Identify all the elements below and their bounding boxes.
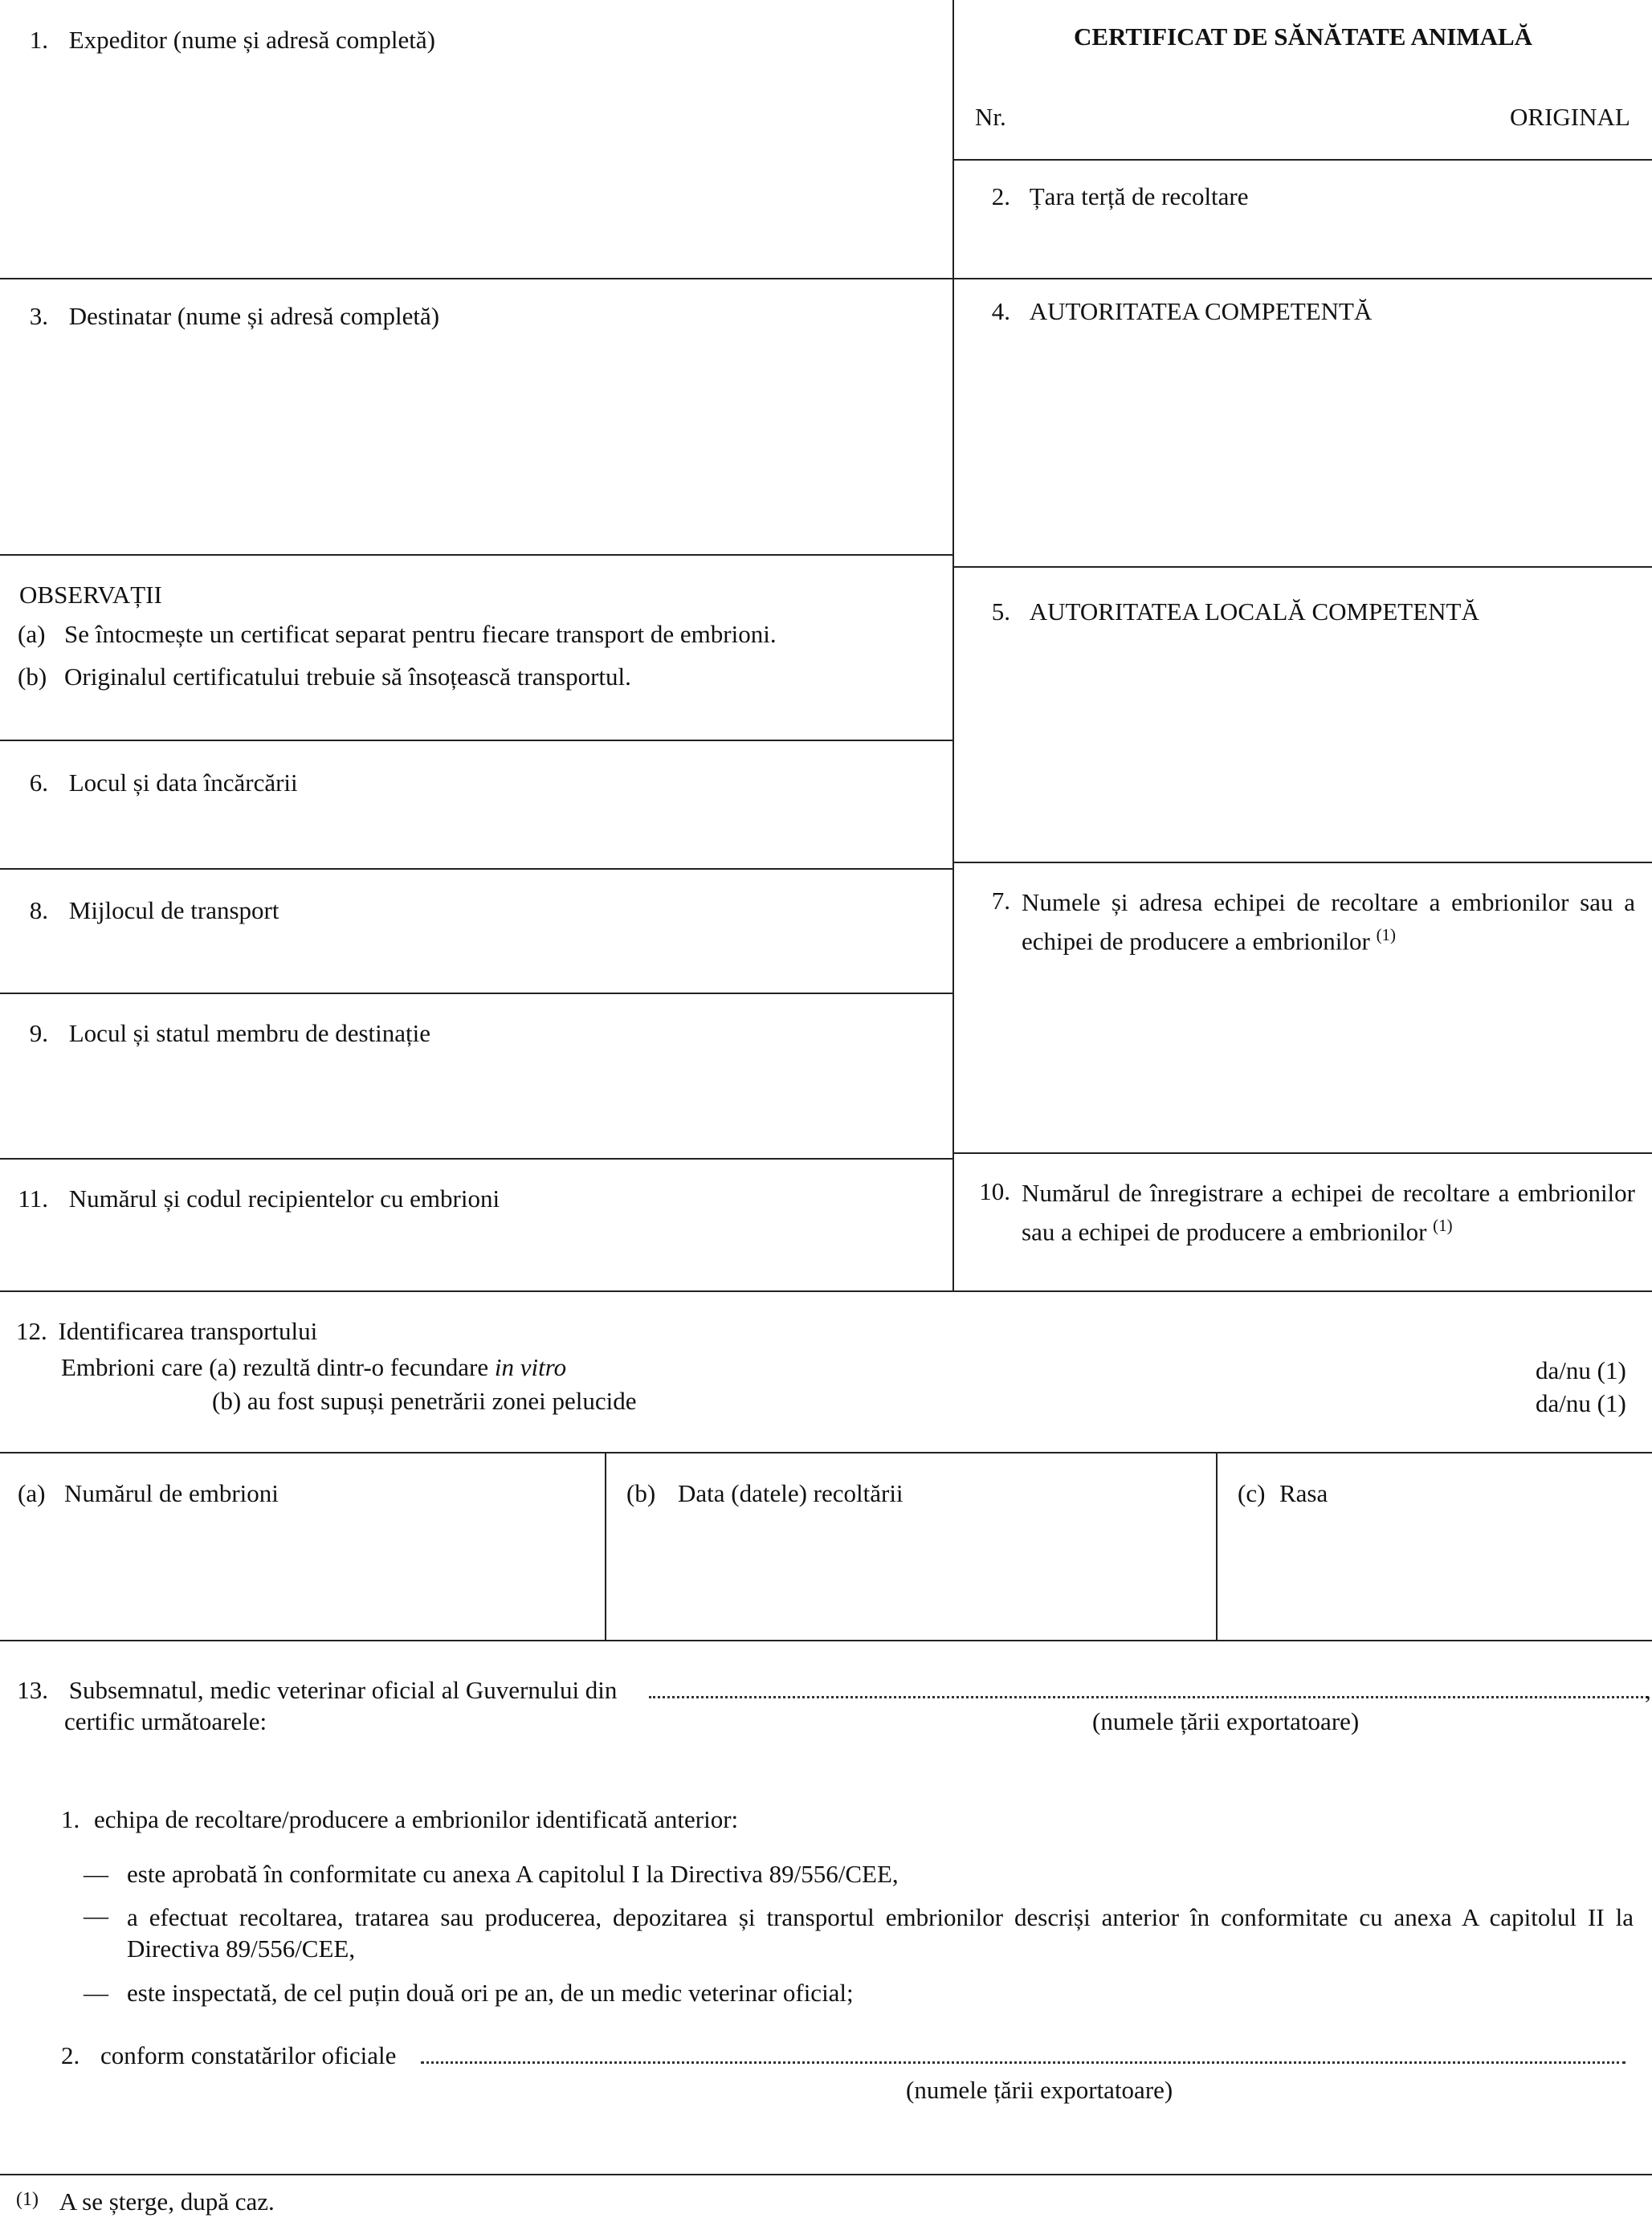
col-b-data-recoltarii (626, 1479, 904, 1508)
section-13-item-2 (61, 2041, 396, 2070)
section-title: Identificarea transportului (58, 1317, 318, 1345)
box-7-numele-echipei (972, 887, 1635, 957)
box-label-wrap (1022, 1177, 1635, 1248)
footnote-ref: (1) (1376, 925, 1397, 944)
box-10-numar-inregistrare (972, 1177, 1635, 1248)
dash-item-1 (84, 1860, 899, 1889)
box-2-tara-terta (972, 182, 1249, 211)
box-number: 7. (991, 887, 1010, 915)
box-number: 8. (29, 896, 48, 924)
box-label-wrap (1022, 887, 1635, 957)
nr-label: Nr. (975, 103, 1006, 131)
dash-item-2 (84, 1902, 1634, 1964)
box-6-locul-data (16, 768, 298, 797)
rule-row-13-top (0, 1640, 1652, 1641)
box-label: Numărul de înregistrare a echipei de recoltare a embrionilor sau a echipei de producere a embrionilor (1022, 1179, 1635, 1246)
section-12-title (16, 1317, 317, 1346)
box-5-autoritatea-locala (972, 597, 1479, 626)
rule-left-b9-top (0, 993, 952, 994)
official-findings-dotted-line (421, 2061, 1625, 2064)
observatii-item-b (18, 662, 631, 691)
col-label: Data (datele) recoltării (678, 1479, 904, 1507)
box-4-autoritatea-competenta (972, 297, 1372, 326)
box-label: Țara terță de recoltare (1029, 182, 1249, 210)
col-divider-b-c (1216, 1452, 1218, 1640)
box-label: AUTORITATEA COMPETENTĂ (1029, 297, 1373, 325)
rule-left-obs-top (0, 554, 952, 556)
certificate-title: CERTIFICAT DE SĂNĂTATE ANIMALĂ (1074, 22, 1533, 51)
rule-row-1 (0, 278, 1652, 279)
rule-left-b11-top (0, 1158, 952, 1160)
rule-footnote-top (0, 2174, 1652, 2175)
box-number: 4. (991, 297, 1010, 325)
box-label: AUTORITATEA LOCALĂ COMPETENTĂ (1029, 597, 1479, 626)
dash-mark: — (84, 1902, 108, 1930)
item-text: echipa de recoltare/producere a embrionilor identificată anterior: (94, 1805, 739, 1833)
col-letter: (c) (1238, 1479, 1266, 1507)
box-number: 9. (29, 1019, 48, 1047)
box-number: 1. (29, 26, 48, 54)
yesno-b: da/nu (1) (1536, 1389, 1626, 1417)
box-11-recipiente (16, 1184, 500, 1213)
box-number: 3. (29, 302, 48, 330)
item-number: 1. (61, 1805, 80, 1833)
col-c-rasa (1238, 1479, 1328, 1508)
line-a-text: Embrioni care (a) rezultă dintr-o fecundare (61, 1353, 495, 1381)
box-3-destinatar (16, 302, 439, 331)
box-label: Destinatar (nume și adresă completă) (68, 302, 440, 330)
box-number: 11. (18, 1184, 48, 1213)
footnote (16, 2187, 275, 2216)
box-label: Numărul și codul recipientelor cu embrioni (68, 1184, 500, 1213)
footnote-mark: (1) (16, 2189, 39, 2210)
box-label: Numele și adresa echipei de recoltare a embrionilor sau a echipei de producere a embrionilor (1022, 888, 1635, 956)
col-label: Rasa (1279, 1479, 1328, 1507)
rule-left-b6-top (0, 740, 952, 741)
rule-right-b10-top (953, 1152, 1652, 1154)
col-letter: (a) (18, 1479, 46, 1507)
section-13-line1 (16, 1676, 617, 1705)
rule-under-nr (953, 159, 1652, 161)
section-number: 12. (16, 1317, 47, 1345)
center-divider (952, 0, 954, 1290)
observatii-title: OBSERVAȚII (19, 581, 162, 609)
section-13-line2: certific următoarele: (64, 1707, 267, 1735)
box-number: 10. (979, 1177, 1010, 1205)
rule-left-b8-top (0, 868, 952, 870)
box-9-locul-destinatie (16, 1019, 430, 1048)
yesno-a: da/nu (1) (1536, 1356, 1626, 1384)
dash-text: este inspectată, de cel puțin două ori pe an, de un medic veterinar oficial; (127, 1979, 854, 2007)
box-number: 2. (991, 182, 1010, 210)
box-label: Locul și statul membru de destinație (68, 1019, 431, 1047)
rule-row-12-cols-top (0, 1452, 1652, 1453)
box-8-mijlocul-transport (16, 896, 279, 925)
line1-comma: , (1645, 1676, 1651, 1704)
dash-item-3 (84, 1979, 854, 2008)
item-letter: (b) (18, 662, 47, 691)
item-text: Originalul certificatului trebuie să însoțească transportul. (64, 662, 631, 691)
col-label: Numărul de embrioni (64, 1479, 279, 1507)
section-12-line-b: (b) au fost supuși penetrării zonei pelucide (212, 1387, 637, 1415)
dash-text: este aprobată în conformitate cu anexa A capitolul I la Directiva 89/556/CEE, (127, 1860, 899, 1888)
observatii-item-a (18, 620, 777, 649)
box-label: Expeditor (nume și adresă completă) (68, 26, 435, 54)
dash-text: a efectuat recoltarea, tratarea sau producerea, depozitarea și transportul embrionilor descriși anterior în conformitate cu anexa A capitolul II la Directiva 89/556/CEE, (127, 1903, 1634, 1963)
country-caption-2: (numele țării exportatoare) (906, 2076, 1173, 2104)
section-line1: Subsemnatul, medic veterinar oficial al Guvernului din (68, 1676, 618, 1704)
box-label: Mijlocul de transport (68, 896, 279, 924)
box-1-expeditor (16, 26, 435, 55)
dash-mark: — (84, 1860, 108, 1888)
footnote-text: A se șterge, după caz. (59, 2187, 275, 2216)
line-a-italic: in vitro (494, 1353, 567, 1381)
section-number: 13. (17, 1676, 48, 1704)
rule-right-b7-top (953, 862, 1652, 863)
rule-row-12-top (0, 1290, 1652, 1292)
col-letter: (b) (626, 1479, 656, 1507)
country-caption-1: (numele țării exportatoare) (1092, 1707, 1360, 1735)
box-number: 5. (991, 597, 1010, 626)
item-text: Se întocmește un certificat separat pentru fiecare transport de embrioni. (64, 620, 777, 648)
item-letter: (a) (18, 620, 46, 648)
item-number: 2. (61, 2041, 80, 2069)
dash-mark: — (84, 1979, 108, 2007)
footnote-ref: (1) (1433, 1216, 1453, 1235)
box-number: 6. (29, 768, 48, 797)
section-12-line-a (61, 1353, 566, 1382)
col-divider-a-b (605, 1452, 606, 1640)
rule-right-b5-top (953, 566, 1652, 568)
section-13-item-1 (61, 1805, 738, 1834)
country-dotted-line (649, 1696, 1648, 1698)
box-label: Locul și data încărcării (68, 768, 298, 797)
original-label: ORIGINAL (1510, 103, 1630, 131)
item-text: conform constatărilor oficiale (100, 2041, 397, 2069)
col-a-numar-embrioni (18, 1479, 279, 1508)
